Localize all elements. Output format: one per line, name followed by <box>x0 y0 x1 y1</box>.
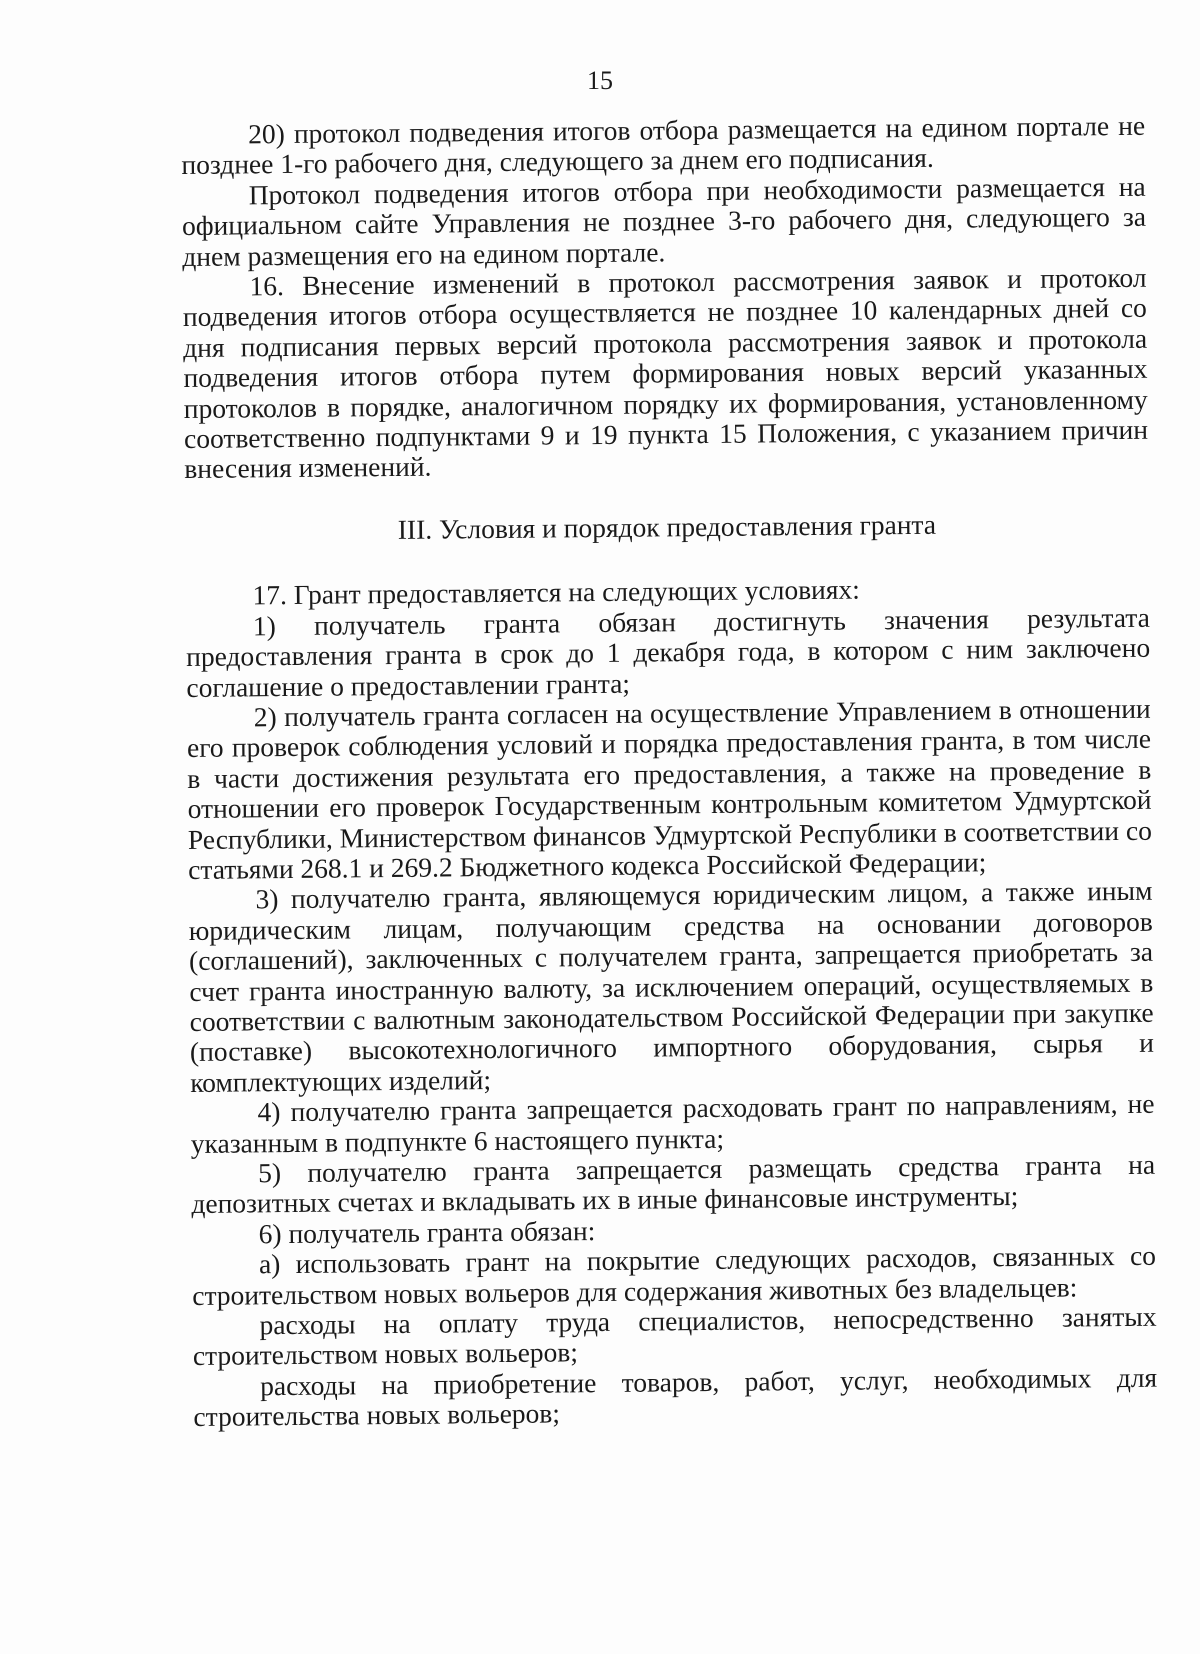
paragraph-16-changes: 16. Внесение изменений в протокол рассмотрения заявок и протокол подведения итогов отбора осуществляется не позднее 10 календарных дней со дня подписания первых версий протокола рассмотрения заявок и протокола подведения итогов отбора путем формирования новых версий указанных протоколов в порядке, аналогичном порядку их формирования, установленному соответственно подпунктами 9 и 19 пункта 15 Положения, с указанием причин внесения изменений. <box>182 261 1149 485</box>
paragraph-17-3: 3) получателю гранта, являющемуся юридическим лицом, а также иным юридическим лицам, получающим средства на основании договоров (соглашений), заключенных с получателем гранта, запрещается приобретать за счет гранта иностранную валюту, за исключением операций, осуществляемых в соответствии с валютным законодательством Российской Федерации при закупке (поставке) высокотехнологичного импортного оборудования, сырья и комплектующих изделий; <box>188 875 1155 1098</box>
paragraph-expenses-goods: расходы на приобретение товаров, работ, услуг, необходимых для строительства новых вольеров; <box>193 1361 1158 1433</box>
document-body <box>181 111 1158 1433</box>
paragraph-17-conditions: 17. Грант предоставляется на следующих условиях: <box>252 573 860 611</box>
paragraph-20-protocol: 20) протокол подведения итогов отбора размещается на едином портале не позднее 1-го рабочего дня, следующего за днем его подписания. <box>181 109 1146 181</box>
paragraph-17-1: 1) получатель гранта обязан достигнуть значения результата предоставления гранта в срок до 1 декабря года, в котором с ним заключено соглашение о предоставлении гранта; <box>186 601 1151 703</box>
paragraph-17-4: 4) получателю гранта запрещается расходовать грант по направлениям, не указанным в подпункте 6 настоящего пункта; <box>190 1087 1155 1159</box>
section-heading: III. Условия и порядок предоставления гранта <box>397 508 937 545</box>
paragraph-expenses-labor: расходы на оплату труда специалистов, непосредственно занятых строительством новых вольеров; <box>192 1300 1157 1372</box>
paragraph-protocol-site: Протокол подведения итогов отбора при необходимости размещается на официальном сайте Управления не позднее 3-го рабочего дня, следующего за днем размещения его на едином портале. <box>181 170 1147 272</box>
paragraph-17-2: 2) получатель гранта согласен на осуществление Управлением в отношении его проверок соблюдения условий и порядка предоставления гранта, в том числе в части достижения результата его предоставления, а также на проведение в отношении его проверок Государственным контрольным комитетом Удмуртской Республики, Министерством финансов Удмуртской Республики в соответствии со статьями 268.1 и 269.2 Бюджетного кодекса Российской Федерации; <box>186 692 1153 885</box>
paragraph-17-5: 5) получателю гранта запрещается размещать средства гранта на депозитных счетах и вкладывать их в иные финансовые инструменты; <box>191 1148 1156 1220</box>
page-number: 15 <box>587 66 613 95</box>
paragraph-17-6: 6) получатель гранта обязан: <box>258 1214 596 1250</box>
paragraph-17-6-a: а) использовать грант на покрытие следующих расходов, связанных со строительством новых вольеров для содержания животных без владельцев: <box>192 1239 1157 1311</box>
